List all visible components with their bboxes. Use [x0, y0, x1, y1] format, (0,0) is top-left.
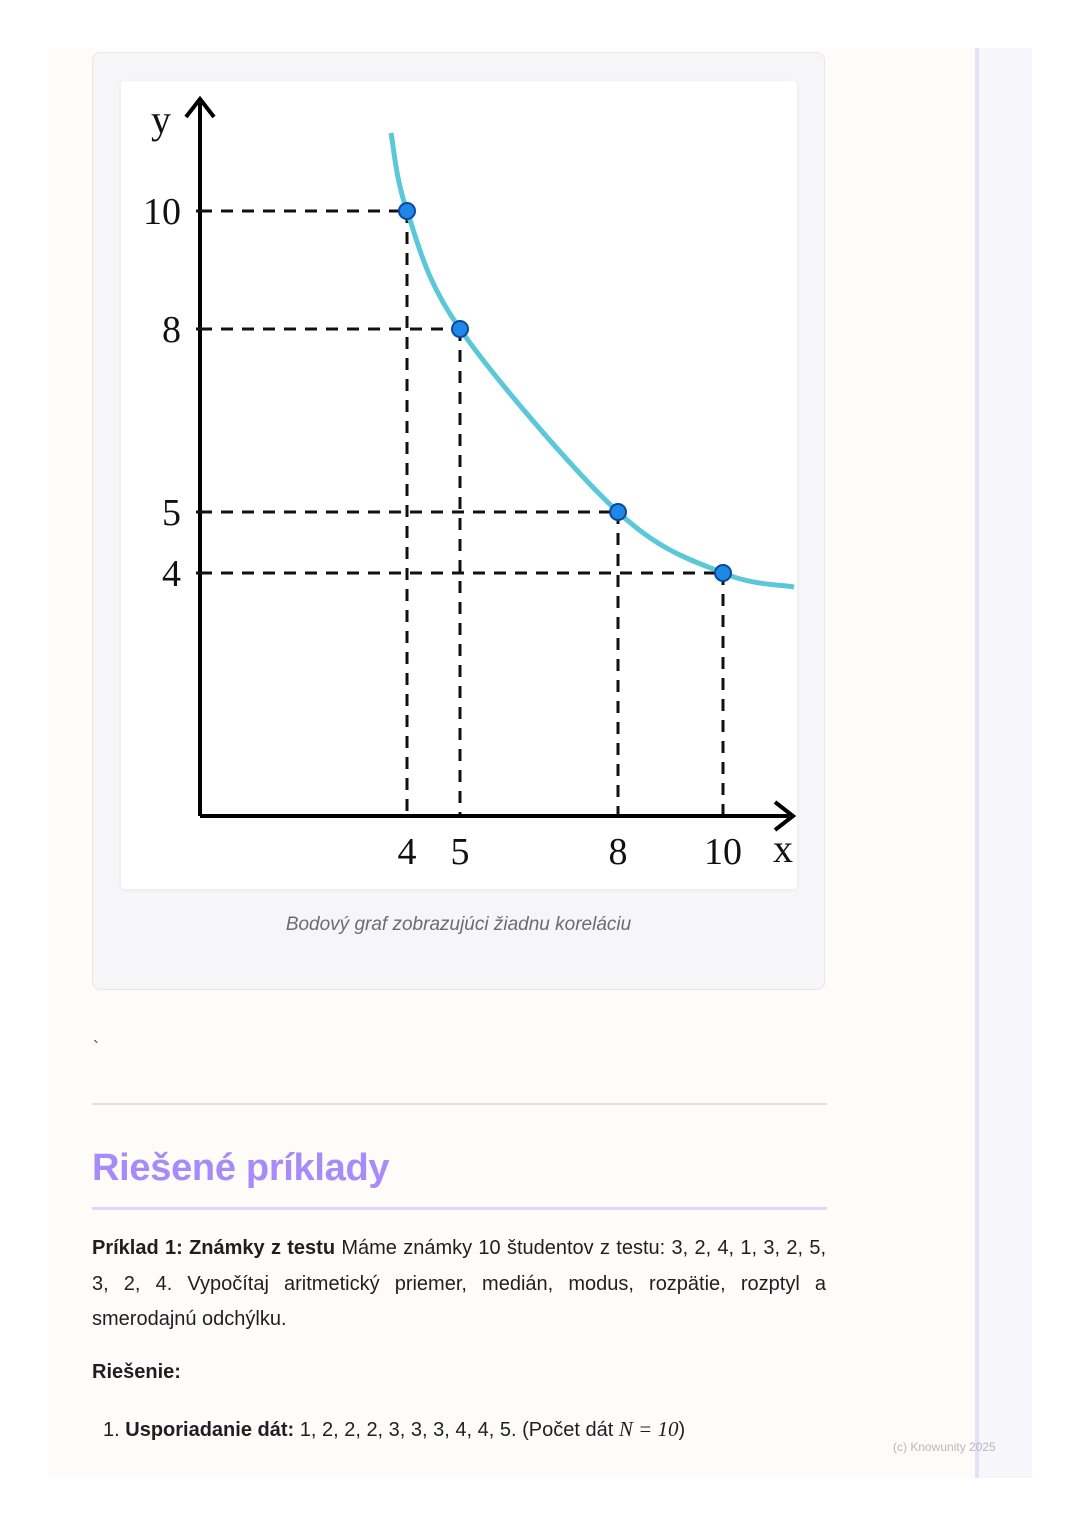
title-underline — [92, 1207, 827, 1210]
solution-label: Riešenie: — [92, 1361, 181, 1383]
x-tick-label: 5 — [450, 831, 470, 873]
list-number: 1. — [103, 1419, 120, 1441]
math-expression: N = 10 — [618, 1417, 679, 1441]
x-tick-label: 8 — [608, 831, 628, 873]
figure-caption: Bodový graf zobrazujúci žiadnu koreláciu — [285, 914, 632, 935]
y-tick-label: 10 — [143, 191, 181, 233]
data-point — [715, 565, 731, 581]
section-title: Riešené príklady — [92, 1147, 390, 1189]
x-tick-label: 4 — [397, 831, 417, 873]
scatter-chart — [121, 81, 797, 889]
example-label: Príklad 1: Známky z testu — [92, 1237, 336, 1259]
axes — [186, 99, 793, 830]
example-text: Máme známky 10 študentov z testu: 3, 2, 4, 1, 3, 2, 5, 3, 2, 4. Vypočítaj aritmetický priemer, medián, modus, rozpätie, rozptyl a smerodajnú odchýlku. — [92, 1237, 827, 1330]
step-suffix: ) — [678, 1419, 686, 1441]
guide-lines — [200, 211, 723, 816]
data-point — [610, 504, 626, 520]
watermark: (c) Knowunity 2025 — [893, 1440, 996, 1454]
y-axis-label: y — [151, 97, 171, 142]
data-points — [399, 203, 731, 581]
step-text: 1, 2, 2, 2, 3, 3, 3, 4, 4, 5. (Počet dát — [294, 1419, 619, 1441]
tick-labels — [143, 97, 793, 873]
list-item — [103, 1417, 685, 1442]
x-axis-label: x — [773, 826, 793, 871]
y-tick-label: 5 — [162, 492, 181, 534]
example-paragraph — [92, 1231, 826, 1338]
data-point — [399, 203, 415, 219]
x-tick-label: 10 — [704, 831, 742, 873]
trend-curve — [391, 133, 794, 587]
y-tick-label: 8 — [162, 309, 181, 351]
side-rail — [975, 48, 1032, 1478]
data-point — [452, 321, 468, 337]
y-tick-label: 4 — [162, 553, 181, 595]
step-label: Usporiadanie dát: — [125, 1419, 295, 1441]
stray-mark: ` — [93, 1038, 99, 1058]
horizontal-divider — [92, 1103, 827, 1105]
